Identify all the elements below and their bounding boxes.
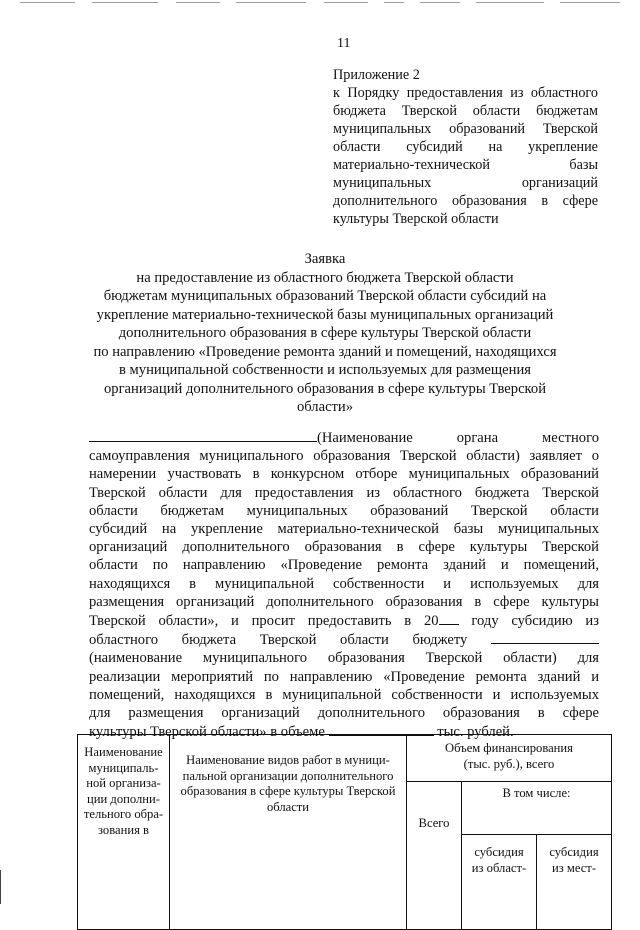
cell-line: зования в [98, 822, 149, 837]
body-line: субсидий на укрепление материально-технической базы муниципальных [89, 521, 599, 538]
annex-title: Приложение 2 [333, 67, 420, 83]
body-line-text: тыс. рублей. [437, 724, 514, 741]
body-line: (наименование муниципального образования Тверской области) для [89, 650, 599, 667]
annex-line: бюджета Тверской области бюджетам [333, 103, 598, 119]
cell-line: муниципаль- [88, 760, 159, 775]
annex-line: области субсидий на укрепление [333, 139, 598, 155]
header-work-types [170, 735, 407, 930]
title-line: на предоставление из областного бюджета Тверской области [136, 269, 514, 286]
cell-line: субсидия [549, 845, 599, 859]
application-title [60, 250, 590, 417]
cell-line: Объем финансирования [445, 741, 573, 755]
cell-line: области [266, 799, 310, 814]
body-line: помещений, находящихся в муниципальной собственности и используемых [89, 686, 599, 703]
cell-line: из мест- [551, 860, 597, 875]
cell-line: Наименование [84, 745, 163, 759]
body-line-text: культуры Тверской области» в объеме [89, 724, 325, 741]
cell-line: (тыс. руб.), всего [463, 756, 555, 771]
title-line: бюджетам муниципальных образований Тверской области субсидий на [103, 288, 547, 304]
body-line: размещения организаций дополнительного образования в сфере культуры [89, 593, 599, 610]
application-body [89, 428, 599, 741]
page-number: 11 [337, 36, 351, 51]
body-line: реализации мероприятий по направлению «Проведение ремонта зданий и [89, 668, 599, 685]
title-heading: Заявка [304, 251, 346, 267]
financing-table [77, 734, 612, 930]
header-regional-subsidy [462, 835, 537, 930]
body-line: организаций дополнительного образования в сфере культуры Тверской [89, 539, 599, 556]
body-line: намерении участвовать в конкурсном отборе муниципальных образований [89, 466, 599, 483]
cell-line: Наименование видов работ в муници- [186, 753, 390, 767]
body-line-text: Тверской области», и просит предоставить в 20 [89, 613, 439, 630]
scan-top-rule [420, 2, 460, 3]
title-line: по направлению «Проведение ремонта зданий и помещений, находящихся [93, 343, 557, 360]
authority-name-blank[interactable] [89, 428, 317, 442]
body-line-text: (Наименование органа местного [317, 430, 599, 446]
body-line-text: году субсидию из [471, 613, 599, 630]
cell-line: ной организа- [86, 776, 161, 790]
header-including: В том числе: [462, 782, 612, 835]
cell-line: ции дополни- [87, 791, 160, 806]
body-line-text: областного бюджета Тверской области бюджету [89, 632, 468, 649]
scan-top-rule [92, 2, 158, 3]
body-line: для размещения организаций дополнительного образования в сфере [89, 705, 599, 722]
scan-top-rule [324, 2, 368, 3]
scan-top-rule [236, 2, 306, 3]
body-line: области по направлению «Проведение ремонта зданий и помещений, [89, 557, 599, 574]
title-line: организаций дополнительного образования в сфере культуры Тверской [103, 380, 547, 397]
body-line [89, 428, 599, 447]
title-line: дополнительного образования в сфере культуры Тверской области [118, 325, 532, 341]
year-blank[interactable] [439, 611, 459, 625]
cell-line: образования в сфере культуры Тверской [180, 784, 396, 798]
header-financing-volume [407, 735, 612, 782]
title-line: укрепление материально-технической базы муниципальных организаций [96, 306, 554, 323]
body-line [89, 630, 599, 649]
scan-top-rule [20, 2, 75, 3]
body-line: находящихся в муниципальной собственности и используемых для [89, 575, 599, 592]
cell-line: из област- [471, 860, 527, 875]
header-local-subsidy [537, 835, 612, 930]
header-organization-name [78, 735, 170, 930]
scan-top-rule [176, 2, 220, 3]
recipient-blank[interactable] [491, 630, 599, 644]
annex-line: культуры Тверской области [333, 211, 499, 227]
scan-edge-mark [0, 870, 5, 904]
table-header-row [78, 735, 612, 782]
annex-line: муниципальных образований Тверской [333, 121, 598, 137]
cell-line: субсидия [474, 845, 524, 859]
header-total: Всего [407, 782, 462, 930]
scan-top-rule [476, 2, 544, 3]
cell-line: тельного обра- [83, 807, 164, 821]
body-line: самоуправления муниципального образования Тверской области) заявляет о [89, 448, 599, 465]
annex-header [333, 66, 598, 228]
scan-top-rule [560, 2, 620, 3]
annex-line: муниципальных организаций [333, 175, 598, 191]
scan-top-rule [384, 2, 404, 3]
title-line: области» [296, 399, 354, 415]
body-line: Тверской области для предоставления из областного бюджета Тверской [89, 484, 599, 501]
body-line: области бюджетам муниципальных образований Тверской области [89, 502, 599, 519]
annex-line: дополнительного образования в сфере [333, 193, 598, 209]
annex-line: материально-технической базы [333, 157, 598, 173]
annex-line: к Порядку предоставления из областного [333, 85, 598, 101]
body-line [89, 611, 599, 630]
title-line: в муниципальной собственности и используемых для размещения [119, 362, 531, 378]
cell-line: пальной организации дополнительного [182, 768, 394, 783]
